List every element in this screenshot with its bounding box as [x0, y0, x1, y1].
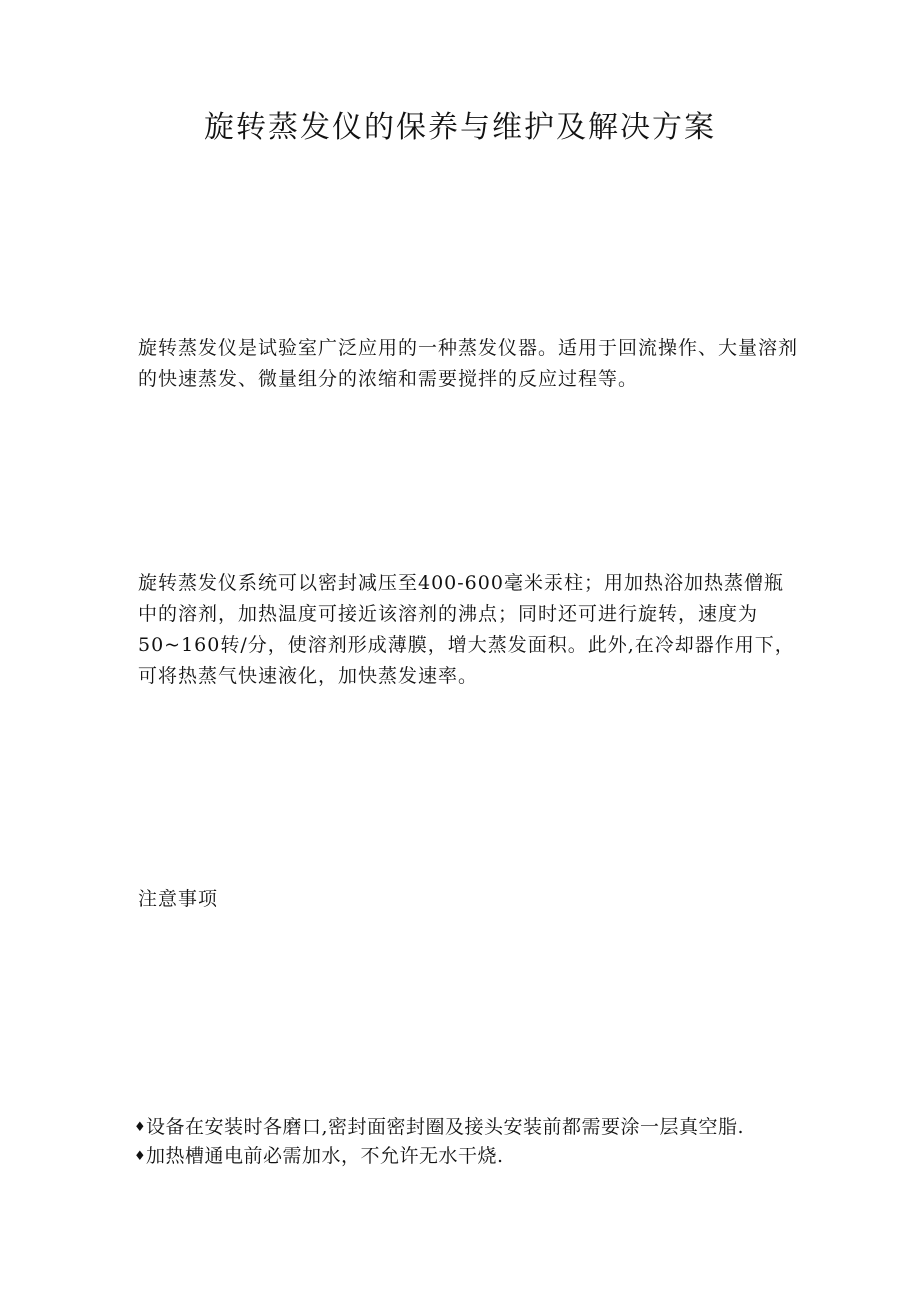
diamond-bullet-icon: ♦ — [134, 1120, 147, 1135]
system-paragraph: 旋转蒸发仪系统可以密封减压至400-600毫米汞柱；用加热浴加热蒸僧瓶中的溶剂，加热温度可接近该溶剂的沸点；同时还可进行旋转，速度为50~160转/分，使溶剂形成薄膜，增大蒸发面积。此外,在冷却器作用下，可将热蒸气快速液化，加快蒸发速率。 — [138, 572, 795, 687]
note-text: 设备在安装时各磨口,密封面密封圈及接头安装前都需要涂一层真空脂. — [146, 1116, 745, 1138]
note-text: 加热槽通电前必需加水，不允许无水干烧. — [146, 1145, 504, 1167]
list-item — [134, 1113, 834, 1142]
diamond-bullet-icon: ♦ — [134, 1149, 147, 1164]
document-title: 旋转蒸发仪的保养与维护及解决方案 — [204, 110, 716, 145]
intro-paragraph: 旋转蒸发仪是试验室广泛应用的一种蒸发仪器。适用于回流操作、大量溶剂的快速蒸发、微量组分的浓缩和需要搅拌的反应过程等。 — [138, 337, 799, 390]
notes-list — [134, 1113, 834, 1171]
section-heading-notes: 注意事项 — [138, 888, 219, 910]
list-item — [134, 1142, 834, 1171]
